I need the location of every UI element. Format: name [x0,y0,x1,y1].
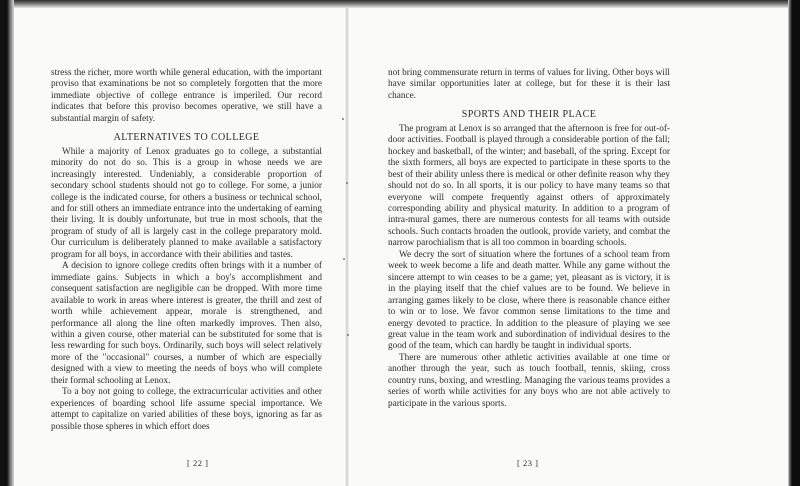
right-section-heading: SPORTS AND THEIR PLACE [461,109,597,121]
right-paragraph-2: We decry the sort of situation where the fortunes of a school team from week to week become a life and death matter. While any game without the sincere attempt to win ceases to be a game; yet, pleasant as is victory, it is in the playing itself that the chief values are to be found. We believe in arranging games likely to be close, where there is reasonable chance either to win or to lose. We favor common sense limitations to the time and energy devoted to practice. In addition to the pleasure of playing we see great value in the team work and subordination of individual desires to the good of the team, which can hardly be taught in individual sports. [388,249,670,352]
right-paragraph-1: The program at Lenox is so arranged that the afternoon is free for out-of-door activities. Football is played through a considerable portion of the fall; hockey and basketball, of the winter; and baseball, of the spring. Except for the sixth formers, all boys are expected to participate in these sports to the best of their ability unless there is medical or other definite reason why they should not do so. In all sports, it is our policy to have many teams so that everyone will compete frequently against others of approximately corresponding ability and physical maturity. In addition to a program of intra-mural games, there are numerous contests for all teams with outside schools. Such contacts broaden the outlook, provide variety, and combat the narrow parochialism that is all too common in boarding schools. [388,123,670,249]
left-section-heading: ALTERNATIVES TO COLLEGE [113,132,260,144]
scan-speck [347,334,349,336]
scan-speck [346,182,348,184]
left-paragraph-1: While a majority of Lenox graduates go to college, a substantial minority do not do so. This is a group in whose needs we are increasingly interested. Undeniably, a considerable proportion of secondary school students should not go to college. For some, a junior college is the indicated course, for others a business or technical school, and for still others an immediate entrance into the undertaking of earning their living. It is doubly unfortunate, but true in most schools, that the program of study of all is largely cast in the college preparatory mold. Our curriculum is deliberately planned to make available a satisfactory program for all boys, in accordance with their abilities and tastes. [51,146,322,260]
left-page [51,68,322,433]
scan-right-edge [788,0,800,486]
right-page-number: [ 23 ] [517,458,539,468]
right-page [388,68,670,410]
right-intro-paragraph: not bring commensurate return in terms of values for living. Other boys will have similar opportunities later at college, but for these it is their last chance. [388,68,670,101]
left-intro-paragraph: stress the richer, more worth while general education, with the important proviso that examinations be not so completely forgotten that the more immediate objective of college entrance is imperiled. Our record indicates that before this proviso becomes operative, we still have a substantial margin of safety. [51,68,322,124]
right-paragraph-3: There are numerous other athletic activities available at one time or another through the year, such as touch football, tennis, skiing, cross country runs, boxing, and wrestling. Managing the various teams provides a series of worth while activities for any boys who are not able actively to participate in the various sports. [388,352,670,409]
scan-speck [342,118,344,120]
left-paragraph-2: A decision to ignore college credits often brings with it a number of immediate gains. Subjects in which a boy's accomplishment and consequent satisfaction are negligible can be dropped. With more time available to work in areas where interest is greater, the thrill and zest of worth while achievement appear, morale is strengthened, and performance all along the line often markedly improves. Then also, within a given course, other material can be substituted for some that is less rewarding for such boys. Ordinarily, such boys will select relatively more of the "occasional" courses, a number of which are especially designed with a view to meeting the needs of boys who will complete their formal schooling at Lenox. [51,261,322,386]
left-paragraph-3: To a boy not going to college, the extracurricular activities and other experiences of boarding school life assume special importance. We attempt to capitalize on varied abilities of these boys, ignoring as far as possible those spheres in which effort does [51,387,322,432]
scan-top-edge [14,0,788,8]
scan-left-edge [0,0,14,486]
book-gutter [345,8,349,486]
scan-speck [343,258,345,260]
left-page-number: [ 22 ] [187,458,209,468]
